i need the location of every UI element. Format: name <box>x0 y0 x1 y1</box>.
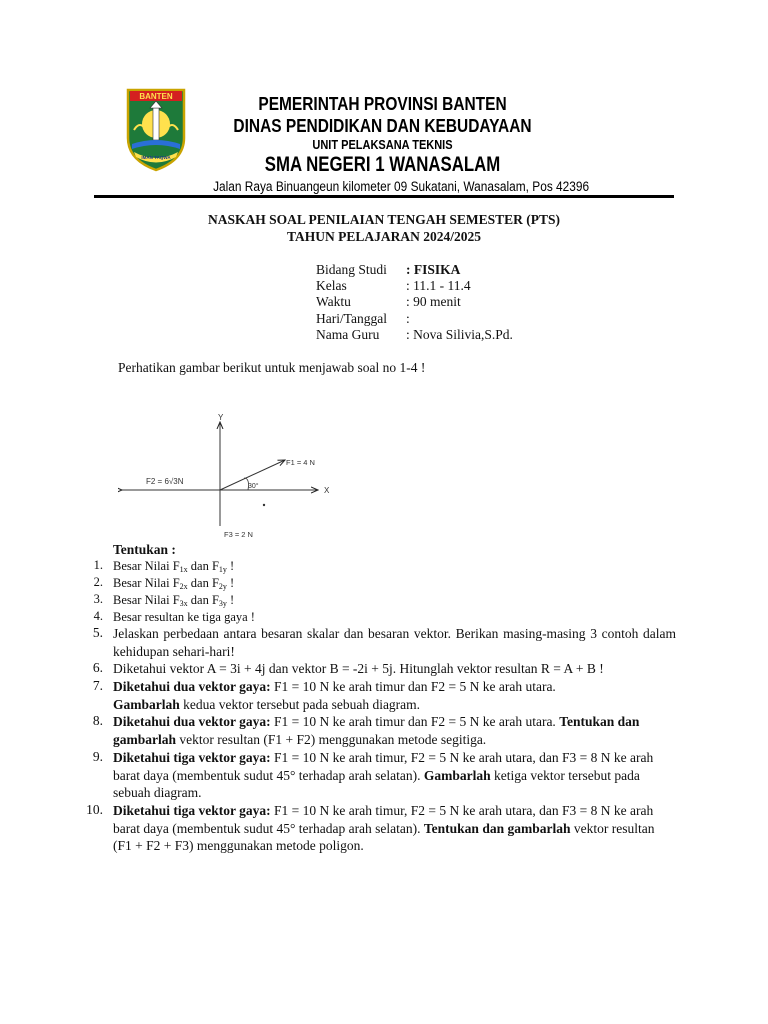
question-text: Besar resultan ke tiga gaya ! <box>113 610 255 624</box>
info-row-date <box>316 311 513 327</box>
info-label: Hari/Tanggal <box>316 310 388 326</box>
question-number: 3. <box>93 592 103 606</box>
banten-logo <box>124 86 188 172</box>
question-number: 9. <box>92 749 103 764</box>
info-row-class <box>316 278 513 294</box>
letterhead-address: Jalan Raya Binuangeun kilometer 09 Sukatani, Wanasalam, Pos 42396 <box>213 179 590 194</box>
question-number: 1. <box>93 558 103 572</box>
question-text: Besar Nilai $F_{2x}$ dan $F_{2y}$ ! <box>113 576 235 591</box>
letterhead-unit: UNIT PELAKSANA TEKNIS <box>312 138 453 152</box>
info-row-subject <box>316 262 513 278</box>
question-text: Diketahui tiga vektor gaya: F1 = 10 N ke arah timur, F2 = 5 N ke arah utara, dan F3 = 8 N ke arah barat daya (membentuk sudut 45° terhadap arah selatan). Tentukan dan gambarlah vektor resultan (F1 + F2 + F3) menggunakan metode poligon. <box>113 803 655 853</box>
question-text: Besar Nilai $F_{1x}$ dan $F_{1y}$ ! <box>113 559 235 574</box>
question-number: 5. <box>92 625 103 640</box>
vector-diagram <box>118 408 340 544</box>
info-value: : <box>406 310 410 326</box>
f3-label: F3 = 2 N <box>224 530 253 539</box>
info-value: : 11.1 - 11.4 <box>406 278 471 294</box>
info-row-time <box>316 294 513 310</box>
exam-info-table <box>316 262 513 343</box>
info-label: Waktu <box>316 294 351 310</box>
info-label: Kelas <box>316 278 347 294</box>
letterhead-divider <box>94 195 674 198</box>
exam-year: TAHUN PELAJARAN 2024/2025 <box>286 229 481 244</box>
info-value: : Nova Silivia,S.Pd. <box>406 326 513 342</box>
question-text: Diketahui vektor A = 3i + 4j dan vektor B = -2i + 5j. Hitunglah vektor resultan R = A + B ! <box>113 661 604 676</box>
question-text: Diketahui dua vektor gaya: F1 = 10 N ke arah timur dan F2 = 5 N ke arah utara. Gambarlah kedua vektor tersebut pada sebuah diagram. <box>113 679 556 712</box>
question-text: Jelaskan perbedaan antara besaran skalar dan besaran vektor. Berikan masing-masing 3 contoh dalam kehidupan sehari-hari! <box>113 626 676 659</box>
letterhead-school: SMA NEGERI 1 WANASALAM <box>264 153 501 176</box>
logo-bottom-text: IMAN TAQWA <box>141 155 171 160</box>
info-label: Nama Guru <box>316 326 380 342</box>
question-number: 7. <box>92 678 103 693</box>
question-number: 8. <box>92 713 103 728</box>
questions-heading: Tentukan : <box>113 542 176 557</box>
question-text: Diketahui dua vektor gaya: F1 = 10 N ke arah timur dan F2 = 5 N ke arah utara. Tentukan dan gambarlah vektor resultan (F1 + F2) menggunakan metode segitiga. <box>113 714 640 747</box>
question-number: 10. <box>86 802 103 817</box>
x-axis-label: X <box>324 486 330 495</box>
info-row-teacher <box>316 327 513 343</box>
letterhead-department: DINAS PENDIDIKAN DAN KEBUDAYAAN <box>233 116 532 136</box>
question-number: 4. <box>93 609 103 623</box>
question-text: Besar Nilai $F_{3x}$ dan $F_{3y}$ ! <box>113 593 235 608</box>
info-value: : 90 menit <box>406 294 461 310</box>
exam-title: NASKAH SOAL PENILAIAN TENGAH SEMESTER (PTS) <box>208 212 560 227</box>
logo-top-text: BANTEN <box>139 92 173 101</box>
angle-label: 30° <box>248 483 259 490</box>
info-value-subject: : FISIKA <box>406 262 461 277</box>
y-axis-label: Y <box>218 413 224 422</box>
f1-label: F1 = 4 N <box>286 458 315 467</box>
question-text: Diketahui tiga vektor gaya: F1 = 10 N ke arah timur, F2 = 5 N ke arah utara, dan F3 = 8 N ke arah barat daya (membentuk sudut 45° terhadap arah selatan). Gambarlah ketiga vektor tersebut pada sebuah diagram. <box>113 750 654 800</box>
question-number: 2. <box>93 575 103 589</box>
instruction-text: Perhatikan gambar berikut untuk menjawab soal no 1-4 ! <box>118 360 426 375</box>
info-label: Bidang Studi <box>316 262 387 277</box>
stray-dot <box>263 504 265 506</box>
question-number: 6. <box>92 660 103 675</box>
letterhead-government: PEMERINTAH PROVINSI BANTEN <box>258 94 507 114</box>
f2-label: F2 = 6√3N <box>146 477 184 486</box>
